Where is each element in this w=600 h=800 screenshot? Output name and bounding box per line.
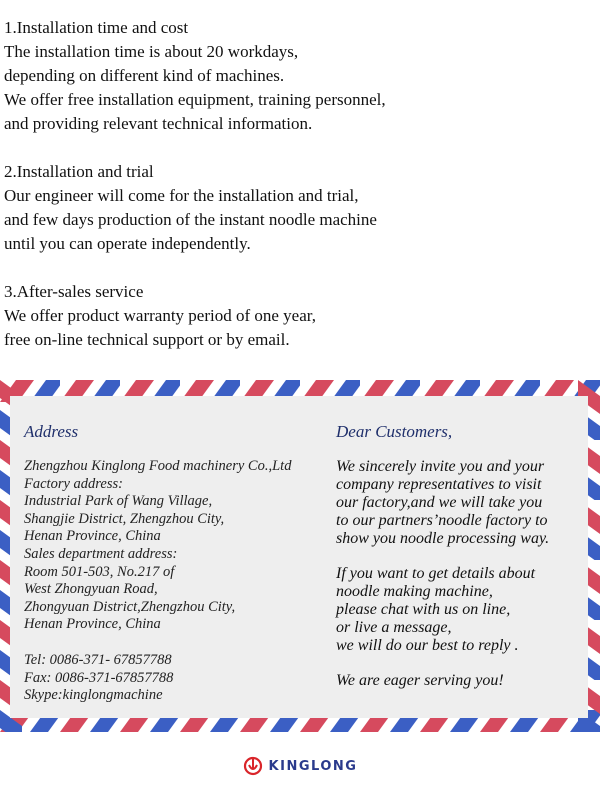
section-title: 3.After-sales service bbox=[4, 282, 144, 301]
address-heading: Address bbox=[24, 422, 79, 441]
address-line: Zhongyuan District,Zhengzhou City, bbox=[24, 598, 236, 615]
section-line: and providing relevant technical information. bbox=[4, 114, 313, 133]
address-block bbox=[24, 458, 324, 705]
contact-line: or live a message, bbox=[336, 619, 452, 636]
section-line: We offer free installation equipment, training personnel, bbox=[4, 90, 386, 109]
section-line: We offer product warranty period of one year, bbox=[4, 306, 317, 325]
section-title: 2.Installation and trial bbox=[4, 162, 154, 181]
invite-line: We sincerely invite you and your bbox=[336, 458, 545, 475]
contact-line: noodle making machine, bbox=[336, 583, 493, 600]
skype-id: Skype:kinglongmachine bbox=[24, 687, 163, 704]
contact-line: If you want to get details about bbox=[336, 565, 536, 582]
factory-label: Factory address: bbox=[24, 475, 123, 492]
address-line: Henan Province, China bbox=[24, 528, 161, 545]
brand-name: KINGLONG bbox=[268, 758, 358, 774]
section-line: Our engineer will come for the installation and trial, bbox=[4, 186, 359, 205]
invite-line: our factory,and we will take you bbox=[336, 494, 543, 511]
section-line: depending on different kind of machines. bbox=[4, 66, 285, 85]
invite-line: to our partners’noodle factory to bbox=[336, 512, 548, 529]
address-line: Henan Province, China bbox=[24, 616, 161, 633]
section-line: The installation time is about 20 workdays, bbox=[4, 42, 299, 61]
customers-block bbox=[336, 458, 596, 690]
section-title: 1.Installation time and cost bbox=[4, 18, 189, 37]
kinglong-logo-icon bbox=[243, 756, 263, 776]
section-installation-cost bbox=[4, 16, 594, 136]
fax-number: Fax: 0086-371-67857788 bbox=[24, 669, 174, 686]
address-line: Industrial Park of Wang Village, bbox=[24, 493, 213, 510]
invite-line: company representatives to visit bbox=[336, 476, 542, 493]
address-line: Room 501-503, No.217 of bbox=[24, 563, 175, 580]
invite-line: show you noodle processing way. bbox=[336, 530, 550, 547]
section-line: and few days production of the instant noodle machine bbox=[4, 210, 377, 229]
brand-footer bbox=[0, 756, 600, 781]
contact-line: please chat with us on line, bbox=[336, 601, 511, 618]
spacer bbox=[336, 655, 596, 672]
address-line: Shangjie District, Zhengzhou City, bbox=[24, 510, 225, 527]
tel-number: Tel: 0086-371- 67857788 bbox=[24, 651, 172, 668]
spacer bbox=[336, 548, 596, 565]
airmail-envelope bbox=[0, 380, 600, 732]
section-installation-trial bbox=[4, 160, 594, 256]
section-line: free on-line technical support or by email. bbox=[4, 330, 290, 349]
brand-logo[interactable] bbox=[243, 756, 358, 776]
contact-line: we will do our best to reply . bbox=[336, 637, 519, 654]
sales-label: Sales department address: bbox=[24, 545, 178, 562]
address-line: West Zhongyuan Road, bbox=[24, 581, 158, 598]
spacer bbox=[24, 634, 324, 652]
closing-line: We are eager serving you! bbox=[336, 672, 504, 689]
customers-heading: Dear Customers, bbox=[336, 422, 453, 441]
section-line: until you can operate independently. bbox=[4, 234, 251, 253]
company-name: Zhengzhou Kinglong Food machinery Co.,Ltd bbox=[24, 458, 292, 474]
section-after-sales bbox=[4, 280, 594, 352]
